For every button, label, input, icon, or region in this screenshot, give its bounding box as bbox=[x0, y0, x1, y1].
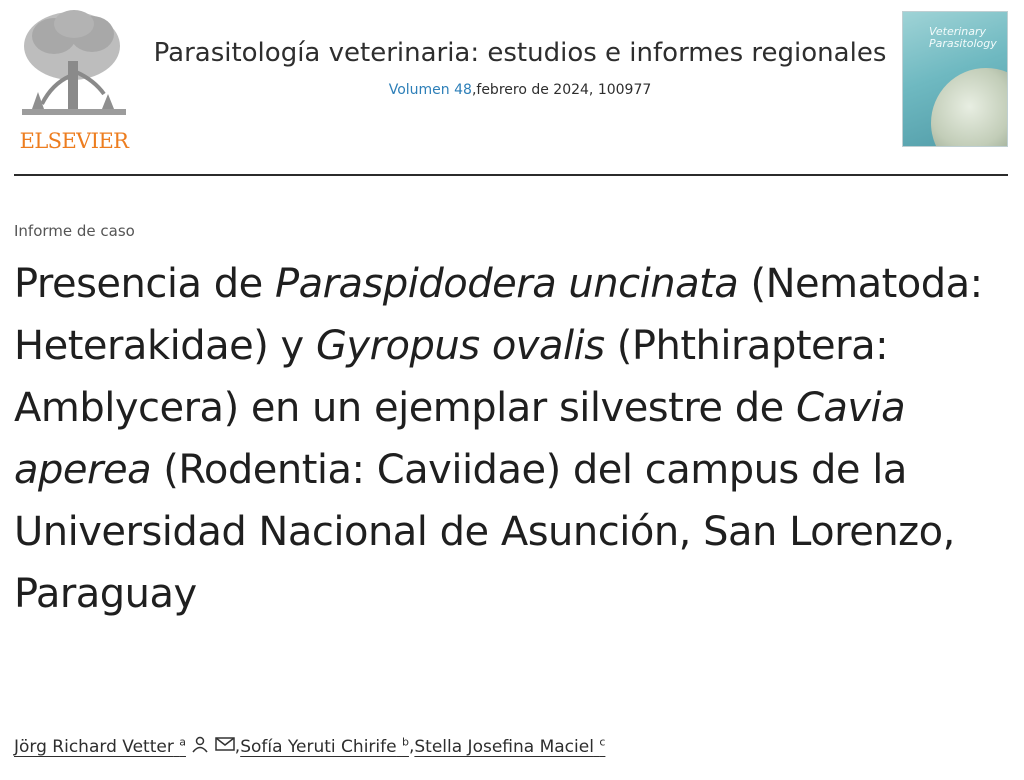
author-name: Stella Josefina Maciel bbox=[414, 736, 594, 757]
author-link[interactable] bbox=[414, 737, 605, 757]
publisher-name: ELSEVIER bbox=[19, 129, 129, 153]
journal-meta bbox=[150, 82, 890, 98]
title-part: (Rodentia: Caviidae) del campus de la Universidad Nacional de Asunción, San Lorenzo, Paraguay bbox=[14, 447, 955, 617]
author-link[interactable] bbox=[240, 737, 409, 757]
tree-icon bbox=[12, 6, 136, 126]
affiliation-marker: c bbox=[599, 735, 606, 748]
title-species: Paraspidodera uncinata bbox=[274, 261, 739, 307]
article-type: Informe de caso bbox=[14, 222, 135, 240]
elsevier-logo[interactable] bbox=[12, 6, 136, 156]
title-species: Cavia aperea bbox=[14, 385, 906, 493]
title-species: Gyropus ovalis bbox=[315, 323, 605, 369]
cover-image bbox=[931, 68, 1007, 146]
title-part: (Nematoda: Heterakidae) y bbox=[14, 261, 983, 369]
person-icon[interactable] bbox=[191, 735, 209, 758]
author-name: Jörg Richard Vetter bbox=[14, 736, 174, 757]
title-part: (Phthiraptera: Amblycera) en un ejemplar silvestre de bbox=[14, 323, 889, 431]
header-divider bbox=[14, 174, 1008, 176]
cover-title: Veterinary Parasitology bbox=[929, 25, 997, 50]
journal-info bbox=[150, 28, 890, 98]
journal-cover[interactable] bbox=[903, 12, 1007, 146]
issue-info: ,febrero de 2024, 100977 bbox=[471, 82, 652, 98]
affiliation-marker: a bbox=[179, 735, 186, 748]
journal-title[interactable]: Parasitología veterinaria: estudios e informes regionales bbox=[153, 38, 887, 68]
journal-header bbox=[0, 0, 1024, 178]
volume-link[interactable]: Volumen 48 bbox=[388, 82, 472, 98]
article-title bbox=[14, 253, 1004, 625]
envelope-icon[interactable] bbox=[215, 736, 235, 757]
title-part: Presencia de bbox=[14, 261, 275, 307]
affiliation-marker: b bbox=[401, 735, 409, 748]
author-name: Sofía Yeruti Chirife bbox=[240, 736, 397, 757]
author-list: Jörg Richard Vetter $^a$ ,Sofía Yeruti Chirife $^b$,Stella Josefina Maciel $^c$ bbox=[14, 735, 606, 757]
author-link[interactable] bbox=[14, 737, 186, 757]
